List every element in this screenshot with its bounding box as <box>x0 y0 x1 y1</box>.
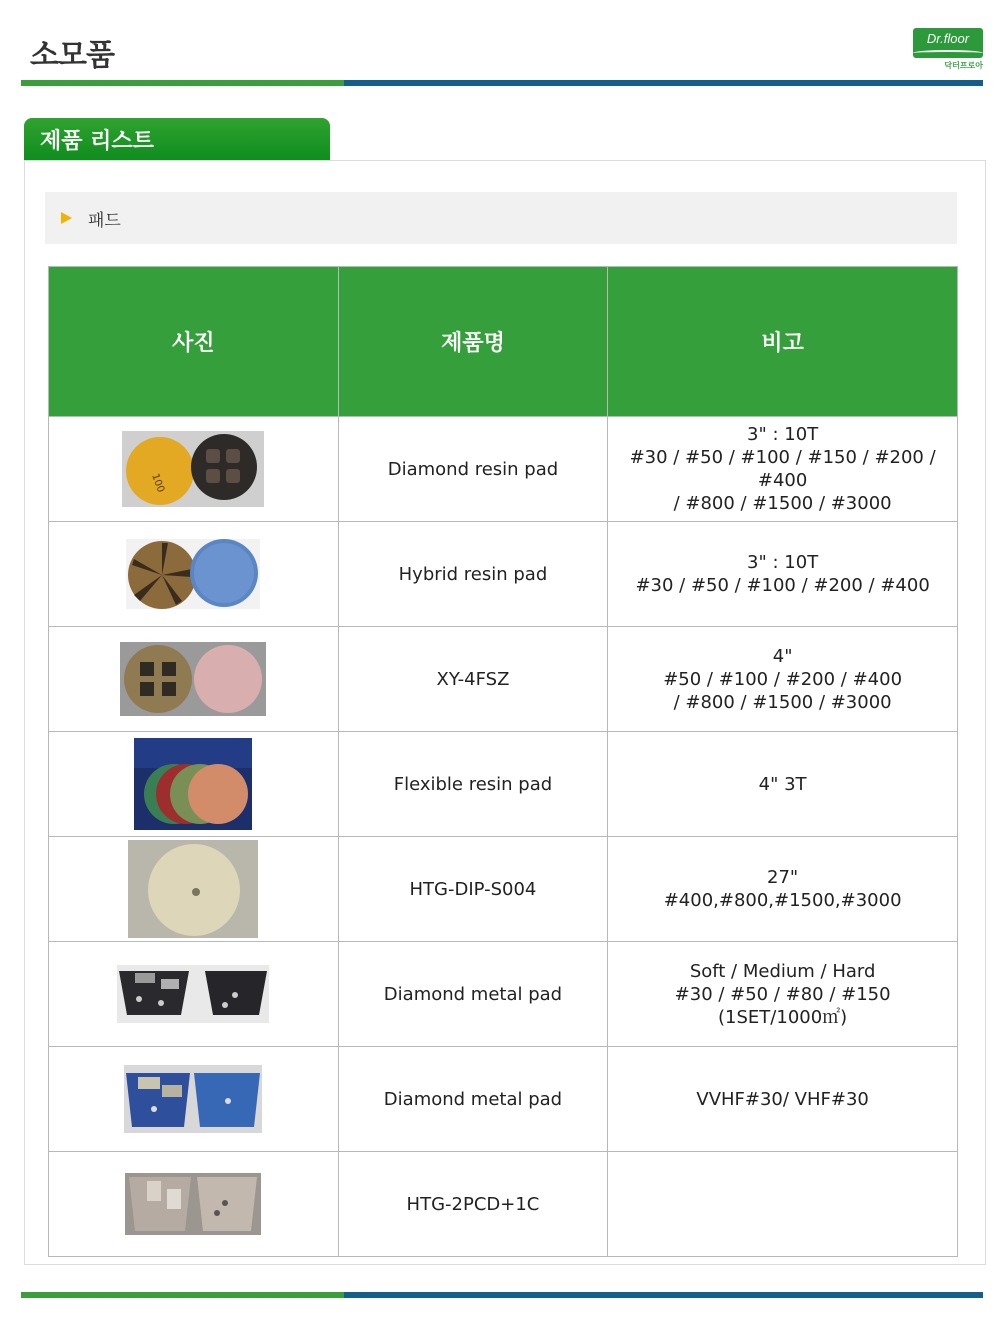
column-header-photo: 사진 <box>49 267 339 417</box>
product-photo-cell <box>49 1047 339 1152</box>
product-photo-cell <box>49 522 339 627</box>
table-row <box>49 417 958 522</box>
product-name: Diamond resin pad <box>338 417 608 522</box>
table-row <box>49 732 958 837</box>
product-note: 4" 3T <box>608 732 958 837</box>
subcategory-label: 패드 <box>88 210 121 231</box>
brand-logo <box>913 28 983 72</box>
product-photo-cell <box>49 732 339 837</box>
product-note: 4" #50 / #100 / #200 / #400 / #800 / #1500 / #3000 <box>608 627 958 732</box>
product-photo-cell <box>49 417 339 522</box>
pcd-pad-icon <box>125 1173 261 1235</box>
resin-pad-yellow-black-icon <box>122 431 264 507</box>
column-header-note: 비고 <box>608 267 958 417</box>
hybrid-pad-icon <box>126 539 260 609</box>
xy-pad-icon <box>120 642 266 716</box>
product-name: Flexible resin pad <box>338 732 608 837</box>
table-row <box>49 1152 958 1257</box>
footer-divider <box>21 1292 983 1298</box>
svg-text:100: 100 <box>149 472 167 494</box>
product-note: 3" : 10T #30 / #50 / #100 / #200 / #400 <box>608 522 958 627</box>
page-title: 소모품 <box>30 38 114 73</box>
product-photo-cell <box>49 837 339 942</box>
header-divider <box>21 80 983 86</box>
logo-text: Dr.floor <box>926 31 970 46</box>
product-photo-cell <box>49 627 339 732</box>
product-note <box>608 1152 958 1257</box>
product-name: HTG-2PCD+1C <box>338 1152 608 1257</box>
table-row <box>49 837 958 942</box>
product-photo-cell <box>49 1152 339 1257</box>
product-photo-cell <box>49 942 339 1047</box>
table-row <box>49 627 958 732</box>
column-header-name: 제품명 <box>338 267 608 417</box>
product-list-tab: 제품 리스트 <box>24 118 330 160</box>
product-name: Hybrid resin pad <box>338 522 608 627</box>
product-name: HTG-DIP-S004 <box>338 837 608 942</box>
product-name: Diamond metal pad <box>338 1047 608 1152</box>
product-note: VVHF#30/ VHF#30 <box>608 1047 958 1152</box>
product-name: XY-4FSZ <box>338 627 608 732</box>
product-note: 27" #400,#800,#1500,#3000 <box>608 837 958 942</box>
table-row <box>49 942 958 1047</box>
triangle-bullet-icon <box>61 212 72 224</box>
flexible-pad-icon <box>134 738 252 830</box>
metal-pad-blue-icon <box>124 1065 262 1133</box>
product-table <box>48 266 958 1257</box>
table-row <box>49 522 958 627</box>
subcategory-bar <box>45 192 957 244</box>
product-name: Diamond metal pad <box>338 942 608 1047</box>
table-row <box>49 1047 958 1152</box>
product-note: 3" : 10T #30 / #50 / #100 / #150 / #200 / #400 / #800 / #1500 / #3000 <box>608 417 958 522</box>
table-header-row <box>49 267 958 417</box>
htg-disc-icon <box>128 840 258 938</box>
metal-pad-black-icon <box>117 965 269 1023</box>
product-note: Soft / Medium / Hard #30 / #50 / #80 / #150 (1SET/1000㎡) <box>608 942 958 1047</box>
logo-subtitle: 닥터프로아 <box>944 61 983 70</box>
